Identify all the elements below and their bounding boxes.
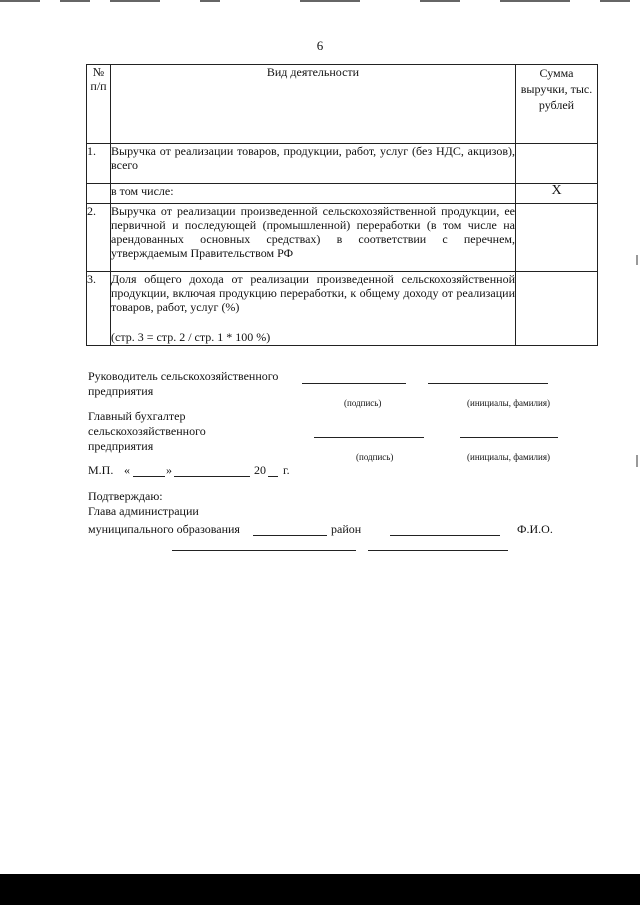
row-sum (516, 144, 598, 184)
admin-signature-line (390, 535, 500, 536)
scan-edge-mark (636, 255, 638, 265)
date-year-prefix: 20 (254, 463, 266, 477)
municipality-label: муниципального образования (88, 522, 240, 536)
district-label: район (331, 522, 362, 536)
row-text: Доля общего дохода от реализации произведенной сельскохозяйственной продукции, включая продукцию переработки, к общему доходу от реализации товаров, работ, услуг (%) (111, 272, 515, 314)
scan-top-artifact (0, 0, 640, 4)
head-signature-line (302, 383, 406, 384)
head-title-line2: предприятия (88, 384, 154, 398)
table-row (87, 204, 598, 272)
row-sum (516, 204, 598, 272)
date-quote-open: « (124, 463, 130, 477)
row-sum: Х (516, 184, 598, 204)
scan-edge-mark (636, 455, 638, 467)
header-activity: Вид деятельности (111, 65, 516, 144)
bottom-line-left (172, 550, 356, 551)
date-year-suffix: г. (283, 463, 290, 477)
row-formula: (стр. 3 = стр. 2 / стр. 1 * 100 %) (111, 330, 271, 344)
municipality-line (253, 535, 327, 536)
date-quote-close: » (166, 463, 172, 477)
date-month-line (174, 476, 250, 477)
head-initials-caption: (инициалы, фамилия) (467, 398, 550, 408)
accountant-signature-caption: (подпись) (356, 452, 394, 462)
revenue-table (86, 64, 598, 346)
head-initials-line (428, 383, 548, 384)
row-num: 1. (87, 144, 111, 184)
admin-head-label: Глава администрации (88, 504, 199, 518)
fio-label: Ф.И.О. (517, 522, 553, 536)
page-number: 6 (316, 38, 324, 53)
head-title-line1: Руководитель сельскохозяйственного (88, 369, 279, 383)
accountant-title-line2: сельскохозяйственного (88, 424, 206, 438)
accountant-initials-line (460, 437, 558, 438)
row-num (87, 184, 111, 204)
bottom-line-right (368, 550, 508, 551)
head-signature-caption: (подпись) (344, 398, 382, 408)
accountant-initials-caption: (инициалы, фамилия) (467, 452, 550, 462)
date-day-line (133, 476, 165, 477)
table-row (87, 272, 598, 346)
scan-bottom-bar (0, 874, 640, 905)
row-num: 3. (87, 272, 111, 346)
row-text: Выручка от реализации товаров, продукции, работ, услуг (без НДС, акцизов), всего (111, 144, 516, 184)
accountant-title-line3: предприятия (88, 439, 154, 453)
row-text: Выручка от реализации произведенной сельскохозяйственной продукции, ее первичной и последующей (промышленной) переработки (в том числе на арендованных основных средствах) в соответствии с перечнем, утверждаемым Правительством РФ (111, 204, 516, 272)
accountant-title-line1: Главный бухгалтер (88, 409, 186, 423)
accountant-signature-line (314, 437, 424, 438)
confirm-label: Подтверждаю: (88, 489, 163, 503)
row-sum (516, 272, 598, 346)
row-text: в том числе: (111, 184, 516, 204)
row-num: 2. (87, 204, 111, 272)
table-header-row (87, 65, 598, 144)
date-year-line (268, 476, 278, 477)
header-sum: Сумма выручки, тыс. рублей (516, 65, 598, 144)
stamp-place-label: М.П. (88, 463, 114, 477)
header-num: № п/п (87, 65, 111, 144)
table-row (87, 144, 598, 184)
table-row (87, 184, 598, 204)
